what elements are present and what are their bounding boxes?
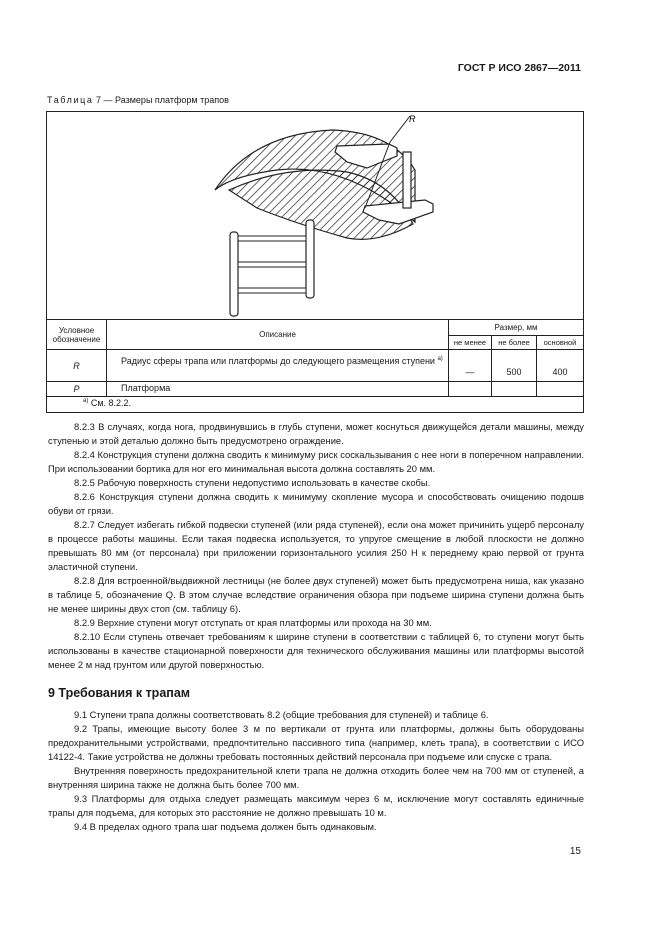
col-max-header: не более: [492, 336, 537, 349]
col-designation-header: Условное обозначение: [47, 320, 107, 349]
paragraph-8-2-6: 8.2.6 Конструкция ступени должна сводить к минимуму скопление мусора и способствовать очищению подошв обуви от грязи.: [48, 491, 584, 516]
paragraph-8-2-4: 8.2.4 Конструкция ступени должна сводить к минимуму риск соскальзывания с нее ноги в поперечном направлении. При использовании бортика для ног его минимальная высота должна составлять 20 мм.: [48, 449, 584, 474]
paragraph-8-2-9: 8.2.9 Верхние ступени могут отступать от края платформы или прохода на 30 мм.: [74, 617, 432, 628]
table-caption: [47, 95, 229, 105]
col-size-header: Размер, мм: [449, 320, 583, 336]
standard-code: ГОСТ Р ИСО 2867—2011: [457, 62, 581, 74]
ladder-rung-3: [238, 288, 306, 293]
row-description: Платформа: [107, 382, 449, 396]
row-main: 400: [552, 367, 568, 377]
ladder-platform-drawing: [47, 112, 583, 319]
row-min: [449, 382, 492, 396]
row-designation: R: [47, 350, 107, 381]
paragraph-8-2-5: 8.2.5 Рабочую поверхность ступени недопустимо использовать в качестве скобы.: [74, 477, 431, 488]
table-footnote-row: [47, 397, 583, 412]
paragraph-9-4: 9.4 В пределах одного трапа шаг подъема должен быть одинаковым.: [74, 821, 377, 832]
ladder-platform-figure: [47, 112, 583, 320]
row-designation: P: [47, 382, 107, 396]
table-header-row: [47, 320, 583, 350]
paragraph-8-2-8: 8.2.8 Для встроенной/выдвижной лестницы (не более двух ступеней) может быть предусмотрена ниша, как указано в таблице 5, обозначение Q. В этом случае вследствие ограничения обзора при подъеме ширина ступени должна быть не менее ширины двух стоп (см. таблицу 6).: [48, 575, 584, 614]
table-caption-title: 7 — Размеры платформ трапов: [93, 95, 229, 105]
paragraph-9-1: 9.1 Ступени трапа должны соответствовать 8.2 (общие требования для ступеней) и таблице 6.: [74, 709, 489, 720]
row-description: [107, 350, 449, 381]
paragraph-8-2-7: 8.2.7 Следует избегать гибкой подвески ступеней (или ряда ступеней), если она может причинить ущерб персоналу в процессе работы машины. Если такая подвеска используется, то упругое смещение в любой плоскости не должно превышать 80 мм (от персонала) при приложении горизонтального усилия 250 Н к переднему краю первой от грунта эластичной ступени.: [48, 519, 584, 572]
row-max: 500: [492, 350, 537, 381]
ladder-rung-1: [238, 236, 306, 241]
ladder-left-rail: [230, 232, 238, 316]
col-min-header: не менее: [449, 336, 492, 349]
row-note-mark: а): [437, 356, 443, 362]
paragraph-9-2: 9.2 Трапы, имеющие высоту более 3 м по вертикали от грунта или платформы, должны быть оборудованы предохранительными устройствами, предпочтительно пассивного типа (например, клеть трапа), в соответствии с ИСО 14122-4. Такие устройства не должны требовать постоянных действий персонала при подъеме или спуске с трапа.: [48, 723, 584, 762]
col-description-header: Описание: [107, 320, 449, 349]
platform-support: [403, 152, 411, 208]
col-size-group: [449, 320, 583, 349]
row-description-text: Радиус сферы трапа или платформы до следующего размещения ступени: [121, 356, 435, 366]
paragraphs-section-8: [48, 420, 584, 672]
table-row: [47, 350, 583, 382]
footnote-text: См. 8.2.2.: [88, 398, 132, 408]
table-caption-word: Таблица: [47, 95, 94, 105]
platform-dimensions-table: [46, 111, 584, 413]
table-row: [47, 382, 583, 397]
footnote-mark: а): [83, 398, 89, 404]
paragraph-8-2-3: 8.2.3 В случаях, когда нога, продвинувшись в глубь ступени, может коснуться движущейся детали машины, между ступенью и этой деталью должно быть предусмотрено ограждение.: [48, 421, 584, 446]
row-main: [537, 382, 583, 396]
section-heading: 9 Требования к трапам: [48, 686, 191, 700]
paragraph-9-2-cont: Внутренняя поверхность предохранительной клети трапа не должна отходить более чем на 700 мм от ступеней, а внутренняя ширина также не должна быть более 700 мм.: [48, 765, 584, 790]
row-min: —: [449, 350, 492, 381]
page-number: 15: [569, 846, 581, 857]
paragraphs-section-9: [48, 708, 584, 834]
paragraph-8-2-10: 8.2.10 Если ступень отвечает требованиям к ширине ступени в соответствии с таблицей 6, то ступени могут быть использованы в качестве стационарной поверхности для технического обслуживания машины или платформы высотой менее 2 м над грунтом или другой поверхностью.: [48, 631, 584, 670]
ladder-rung-2: [238, 262, 306, 267]
table-footnote: [47, 397, 131, 412]
col-main-header: основной: [543, 338, 577, 347]
paragraph-9-3: 9.3 Платформы для отдыха следует размещать максимум через 6 м, исключение могут составлять единичные трапы для подъема, для которых это расстояние не должно превышать 10 м.: [48, 793, 584, 818]
ladder-right-rail: [306, 220, 314, 298]
figure-label-r: R: [409, 114, 416, 124]
row-max: [492, 382, 537, 396]
